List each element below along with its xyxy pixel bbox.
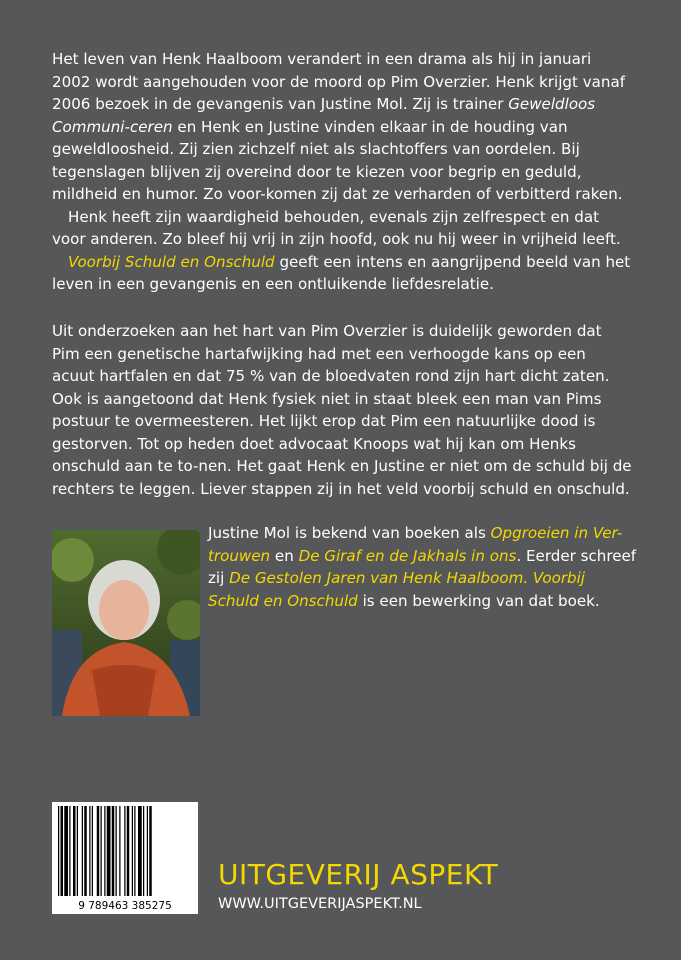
body-text [52,320,632,500]
barcode-bar [124,806,125,896]
barcode-bar [138,806,142,896]
book-title: De Giraf en de Jakhals in ons [298,546,517,565]
barcode [52,802,198,914]
barcode-bar [89,806,90,896]
barcode-bars [52,802,198,914]
barcode-bar [143,806,144,896]
barcode-bar [92,806,93,896]
barcode-bar [149,806,152,896]
barcode-bar [119,806,120,896]
body-paragraph: Uit onderzoeken aan het hart van Pim Overzier is duidelijk geworden dat Pim een genetische hartafwijking had met een verhoogde kans op een acuut hartfalen en dat 75 % van de bloedvaten rond zijn hart dicht zaten. Ook is aangetoond dat Henk fysiek niet in staat bleek een man van Pims postuur te overmeesteren. Het lijkt erop dat Pim een natuurlijke dood is gestorven. Tot op heden doet advocaat Knoops wat hij kan om Henks onschuld aan te to-nen. Het gaat Henk en Justine er niet om de schuld bij de rechters te leggen. Liever stappen zij in het veld voorbij schuld en onschuld. [52,322,632,498]
barcode-bar [104,806,105,896]
intro-paragraph-3: Voorbij Schuld en Onschuld geeft een intens en aangrijpend beeld van het leven in een gevangenis en een ontluikende liefdesrelatie. [52,252,631,293]
barcode-bar [132,806,133,896]
course-title: Geweldloos Communi-ceren [52,95,596,136]
intro-paragraph-2: Henk heeft zijn waardigheid behouden, evenals zijn zelfrespect en dat voor anderen. Zo bleef hij vrij in zijn hoofd, ook nu hij weer in vrijheid leeft. [52,207,621,248]
barcode-bar [58,806,59,896]
book-title: Voorbij Schuld en Onschuld [208,569,586,610]
author-photo [52,530,200,716]
barcode-bar [73,806,76,896]
barcode-bar [82,806,83,896]
barcode-bar [134,806,135,896]
book-title: Voorbij Schuld en Onschuld [68,252,275,271]
barcode-bar [97,806,100,896]
publisher-website: WWW.UITGEVERIJASPEKT.NL [218,896,422,912]
barcode-bar [147,806,148,896]
barcode-bar [77,806,78,896]
barcode-bar [127,806,130,896]
barcode-bar [69,806,70,896]
book-title: Opgroeien in Ver-trouwen [208,524,623,565]
book-title: De Gestolen Jaren van Henk Haalboom [229,569,524,587]
barcode-bar [64,806,68,896]
author-bio: Justine Mol is bekend van boeken als Opgroeien in Ver-trouwen en De Giraf en de Jakhals in ons. Eerder schreef zij De Gestolen Jaren van Henk Haalboom. Voorbij Schuld en Onschuld is een bewerking van dat boek. [208,524,637,610]
intro-paragraph-1: Het leven van Henk Haalboom verandert in een drama als hij in januari 2002 wordt aangehouden voor de moord op Pim Overzier. Henk krijgt vanaf 2006 bezoek in de gevangenis van Justine Mol. Zij is trainer Geweldloos Communi-ceren en Henk en Justine vinden elkaar in de houding van geweldloosheid. Zij zien zichzelf niet als slachtoffers van oordelen. Bij tegenslagen blijven zij overeind door te kiezen voor begrip en geduld, mildheid en humor. Zo voor-komen zij dat ze verharden of verbitterd raken. [52,50,626,203]
barcode-bar [116,806,117,896]
publisher-name: UITGEVERIJ ASPEKT [218,858,499,891]
intro-text [52,48,632,296]
barcode-bar [101,806,102,896]
barcode-bar [61,806,64,896]
barcode-bar [84,806,87,896]
barcode-bar [112,806,115,896]
barcode-bar [107,806,111,896]
isbn-number: 9 789463 385275 [78,900,172,912]
